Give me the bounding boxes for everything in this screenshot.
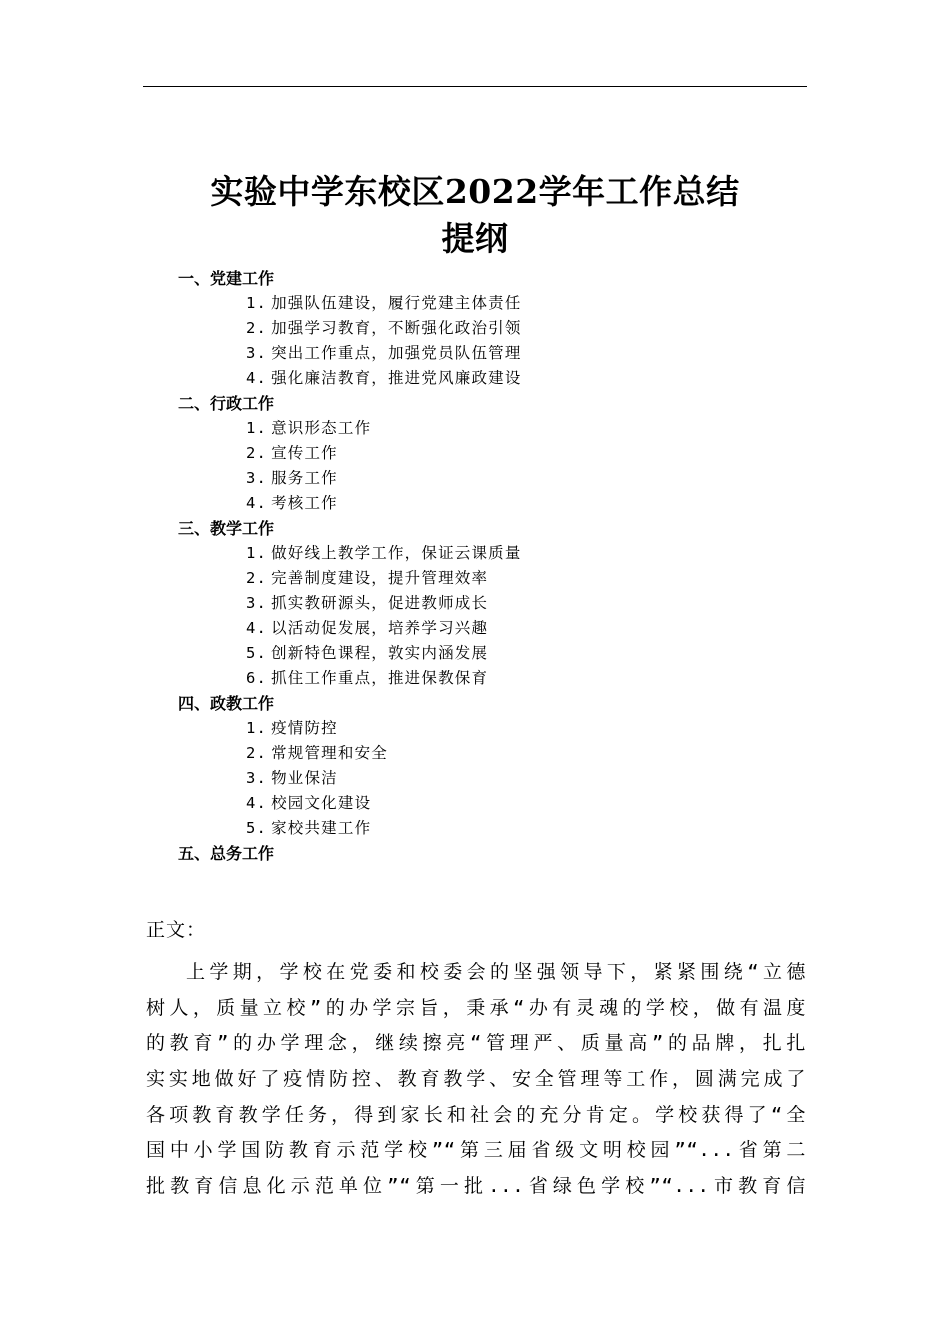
item-number: 2. xyxy=(246,744,268,762)
outline-item xyxy=(0,741,950,766)
item-number: 4. xyxy=(246,494,268,512)
item-number: 4. xyxy=(246,619,268,637)
section-heading: 一、党建工作 xyxy=(178,269,275,288)
item-number: 4. xyxy=(246,369,268,387)
item-number: 2. xyxy=(246,444,268,462)
item-text: 突出工作重点，加强党员队伍管理 xyxy=(271,344,522,362)
outline-item xyxy=(0,791,950,816)
outline-section xyxy=(0,841,950,866)
outline-item xyxy=(0,491,950,516)
outline-item xyxy=(0,766,950,791)
item-number: 5. xyxy=(246,644,268,662)
item-text: 家校共建工作 xyxy=(271,819,372,837)
section-heading: 三、教学工作 xyxy=(178,519,275,538)
item-text: 加强学习教育，不断强化政治引领 xyxy=(271,319,522,337)
item-text: 考核工作 xyxy=(271,494,338,512)
outline-item xyxy=(0,566,950,591)
document-title: 实验中学东校区2022学年工作总结 xyxy=(210,172,740,211)
item-text: 强化廉洁教育，推进党风廉政建设 xyxy=(271,369,522,387)
outline-item xyxy=(0,416,950,441)
outline-item xyxy=(0,666,950,691)
outline-item xyxy=(0,316,950,341)
section-heading: 五、总务工作 xyxy=(178,844,275,863)
outline-item xyxy=(0,341,950,366)
item-number: 3. xyxy=(246,344,268,362)
item-number: 6. xyxy=(246,669,268,687)
item-number: 3. xyxy=(246,769,268,787)
outline-item xyxy=(0,441,950,466)
outline-section xyxy=(0,391,950,516)
outline-item xyxy=(0,816,950,841)
body-text xyxy=(146,955,806,1205)
outline-section xyxy=(0,516,950,691)
body-line: 实实地做好了疫情防控、教育教学、安全管理等工作，圆满完成了 xyxy=(146,1068,806,1091)
item-number: 1. xyxy=(246,294,268,312)
item-text: 抓实教研源头，促进教师成长 xyxy=(271,594,489,612)
section-heading: 四、政教工作 xyxy=(178,694,275,713)
outline-item xyxy=(0,716,950,741)
item-number: 4. xyxy=(246,794,268,812)
item-number: 5. xyxy=(246,819,268,837)
body-line: 各项教育教学任务，得到家长和社会的充分肯定。学校获得了“全 xyxy=(146,1103,806,1126)
outline-section xyxy=(0,266,950,391)
item-text: 疫情防控 xyxy=(271,719,338,737)
item-text: 以活动促发展，培养学习兴趣 xyxy=(271,619,489,637)
item-number: 3. xyxy=(246,594,268,612)
item-number: 1. xyxy=(246,544,268,562)
outline-item xyxy=(0,616,950,641)
outline-item xyxy=(0,641,950,666)
item-text: 做好线上教学工作，保证云课质量 xyxy=(271,544,522,562)
item-number: 2. xyxy=(246,569,268,587)
item-text: 创新特色课程，敦实内涵发展 xyxy=(271,644,489,662)
body-line: 上学期，学校在党委和校委会的坚强领导下，紧紧围绕“立德 xyxy=(186,961,806,983)
outline-item xyxy=(0,291,950,316)
body-line: 的教育”的办学理念，继续擦亮“管理严、质量高”的品牌，扎扎 xyxy=(146,1032,806,1055)
item-text: 物业保洁 xyxy=(271,769,338,787)
item-number: 2. xyxy=(246,319,268,337)
body-label: 正文： xyxy=(146,919,207,941)
item-number: 1. xyxy=(246,719,268,737)
header-rule xyxy=(143,86,807,87)
section-heading: 二、行政工作 xyxy=(178,394,275,413)
outline-section xyxy=(0,691,950,841)
item-text: 校园文化建设 xyxy=(271,794,372,812)
outline-item xyxy=(0,466,950,491)
item-text: 完善制度建设，提升管理效率 xyxy=(271,569,489,587)
item-text: 常规管理和安全 xyxy=(271,744,388,762)
outline-item xyxy=(0,366,950,391)
outline xyxy=(0,266,950,866)
item-text: 宣传工作 xyxy=(271,444,338,462)
outline-item xyxy=(0,591,950,616)
body-line: 树人，质量立校”的办学宗旨，秉承“办有灵魂的学校，做有温度 xyxy=(146,996,806,1019)
body-line: 国中小学国防教育示范学校”“第三届省级文明校园”“...省第二 xyxy=(146,1139,806,1162)
item-number: 1. xyxy=(246,419,268,437)
body-line: 批教育信息化示范单位”“第一批...省绿色学校”“...市教育信 xyxy=(146,1175,806,1198)
item-text: 加强队伍建设，履行党建主体责任 xyxy=(271,294,522,312)
document-title-continued: 提纲 xyxy=(441,219,509,258)
item-text: 意识形态工作 xyxy=(271,419,372,437)
item-number: 3. xyxy=(246,469,268,487)
outline-item xyxy=(0,541,950,566)
item-text: 服务工作 xyxy=(271,469,338,487)
item-text: 抓住工作重点，推进保教保育 xyxy=(271,669,489,687)
